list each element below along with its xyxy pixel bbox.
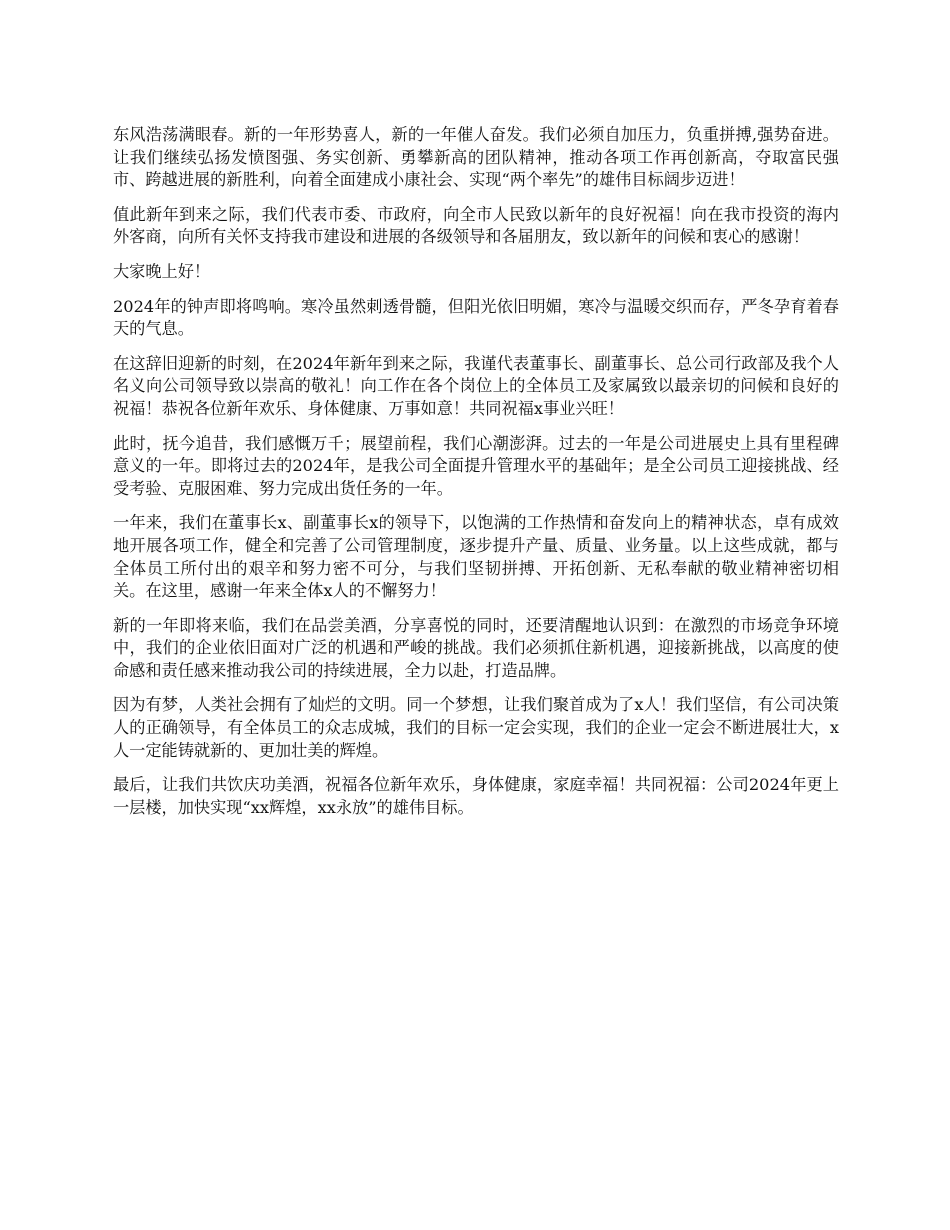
- paragraph-8: 新的一年即将来临，我们在品尝美酒，分享喜悦的同时，还要清醒地认识到：在激烈的市场竞争环境中，我们的企业依旧面对广泛的机遇和严峻的挑战。我们必须抓住新机遇，迎接新挑战，以高度的使命感和责任感来推动我公司的持续进展，全力以赴，打造品牌。: [113, 615, 839, 680]
- paragraph-2: 值此新年到来之际，我们代表市委、市政府，向全市人民致以新年的良好祝福！向在我市投资的海内外客商，向所有关怀支持我市建设和进展的各级领导和各届朋友，致以新年的问候和衷心的感谢！: [113, 204, 839, 247]
- paragraph-6: 此时，抚今追昔，我们感慨万千；展望前程，我们心潮澎湃。过去的一年是公司进展史上具有里程碑意义的一年。即将过去的2024年，是我公司全面提升管理水平的基础年；是全公司员工迎接挑战、经受考验、克服困难、努力完成出货任务的一年。: [113, 433, 839, 498]
- document-body: [113, 124, 839, 831]
- paragraph-5: 在这辞旧迎新的时刻，在2024年新年到来之际，我谨代表董事长、副董事长、总公司行政部及我个人名义向公司领导致以崇高的敬礼！向工作在各个岗位上的全体员工及家属致以最亲切的问候和良好的祝福！恭祝各位新年欢乐、身体健康、万事如意！共同祝福x事业兴旺！: [113, 353, 839, 418]
- paragraph-4: 2024年的钟声即将鸣响。寒冷虽然刺透骨髓，但阳光依旧明媚，寒冷与温暖交织而存，严冬孕育着春天的气息。: [113, 296, 839, 339]
- paragraph-10: 最后，让我们共饮庆功美酒，祝福各位新年欢乐，身体健康，家庭幸福！共同祝福：公司2024年更上一层楼，加快实现“xx辉煌，xx永放”的雄伟目标。: [113, 775, 839, 817]
- paragraph-3: 大家晚上好！: [113, 261, 211, 281]
- paragraph-1: 东风浩荡满眼春。新的一年形势喜人，新的一年催人奋发。我们必须自加压力，负重拼搏,强势奋进。让我们继续弘扬发愤图强、务实创新、勇攀新高的团队精神，推动各项工作再创新高，夺取富民强市、跨越进展的新胜利，向着全面建成小康社会、实现“两个率先”的雄伟目标阔步迈进！: [113, 125, 839, 190]
- paragraph-7: 一年来，我们在董事长x、副董事长x的领导下，以饱满的工作热情和奋发向上的精神状态，卓有成效地开展各项工作，健全和完善了公司管理制度，逐步提升产量、质量、业务量。以上这些成就，都与全体员工所付出的艰辛和努力密不可分，与我们坚韧拼搏、开拓创新、无私奉献的敬业精神密切相关。在这里，感谢一年来全体x人的不懈努力！: [113, 513, 839, 601]
- paragraph-9: 因为有梦，人类社会拥有了灿烂的文明。同一个梦想，让我们聚首成为了x人！我们坚信，有公司决策人的正确领导，有全体员工的众志成城，我们的目标一定会实现，我们的企业一定会不断进展壮大，x人一定能铸就新的、更加壮美的辉煌。: [113, 695, 839, 760]
